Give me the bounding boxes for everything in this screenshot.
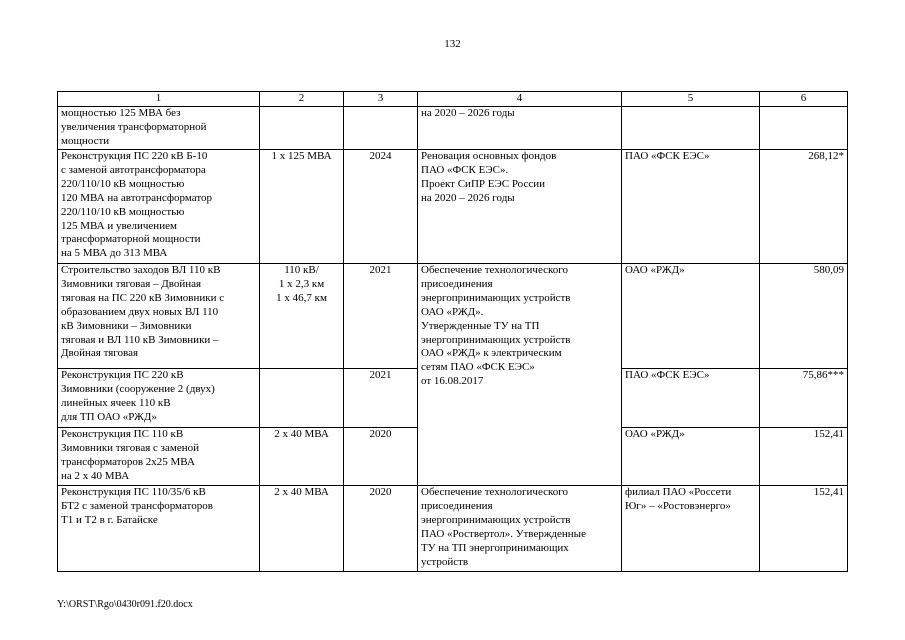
table-row	[58, 486, 848, 572]
cell-capacity: 1 х 125 МВА	[260, 150, 344, 264]
cell-cost: 580,09	[760, 264, 848, 369]
cell-organization: филиал ПАО «Россети Юг» – «Ростовэнерго»	[622, 486, 760, 572]
file-path-footer: Y:\ORST\Rgo\0430r091.f20.docx	[57, 599, 193, 610]
cell-year: 2021	[344, 369, 418, 428]
header-cell: 5	[622, 92, 760, 107]
cell-year: 2020	[344, 486, 418, 572]
cell-basis: на 2020 – 2026 годы	[418, 107, 622, 150]
header-cell: 4	[418, 92, 622, 107]
cell-object: Строительство заходов ВЛ 110 кВ Зимовники тяговая – Двойная тяговая на ПС 220 кВ Зимовники с образованием двух новых ВЛ 110 кВ Зимовники – Зимовники тяговая и ВЛ 110 кВ Зимовники – Двойная тяговая	[58, 264, 260, 369]
cell-cost: 152,41	[760, 428, 848, 486]
cell-capacity: 2 х 40 МВА	[260, 428, 344, 486]
cell-organization	[622, 107, 760, 150]
cell-organization: ПАО «ФСК ЕЭС»	[622, 150, 760, 264]
cell-year: 2020	[344, 428, 418, 486]
cell-year: 2024	[344, 150, 418, 264]
table-row	[58, 107, 848, 150]
cell-basis: Обеспечение технологического присоединения энергопринимающих устройств ПАО «Роствертол». Утвержденные ТУ на ТП энергопринимающих устройств	[418, 486, 622, 572]
investment-table	[57, 91, 848, 572]
cell-cost: 268,12*	[760, 150, 848, 264]
cell-object: Реконструкция ПС 110/35/6 кВ БТ2 с заменой трансформаторов Т1 и Т2 в г. Батайске	[58, 486, 260, 572]
cell-object: мощностью 125 МВА без увеличения трансформаторной мощности	[58, 107, 260, 150]
cell-cost: 75,86***	[760, 369, 848, 428]
cell-capacity: 110 кВ/ 1 х 2,3 км 1 х 46,7 км	[260, 264, 344, 369]
table-row	[58, 150, 848, 264]
cell-cost	[760, 107, 848, 150]
cell-basis: Обеспечение технологического присоединения энергопринимающих устройств ОАО «РЖД». Утвержденные ТУ на ТП энергопринимающих устройств ОАО «РЖД» к электрическим сетям ПАО «ФСК ЕЭС» от 16.08.2017	[418, 264, 622, 486]
cell-organization: ПАО «ФСК ЕЭС»	[622, 369, 760, 428]
page-number: 132	[444, 38, 461, 50]
header-cell: 1	[58, 92, 260, 107]
cell-organization: ОАО «РЖД»	[622, 264, 760, 369]
cell-object: Реконструкция ПС 220 кВ Б-10 с заменой автотрансформатора 220/110/10 кВ мощностью 120 МВА на автотрансформатор 220/110/10 кВ мощностью 125 МВА и увеличением трансформаторной мощности на 5 МВА до 313 МВА	[58, 150, 260, 264]
header-cell: 2	[260, 92, 344, 107]
cell-object: Реконструкция ПС 220 кВ Зимовники (сооружение 2 (двух) линейных ячеек 110 кВ для ТП ОАО «РЖД»	[58, 369, 260, 428]
header-row	[58, 92, 848, 107]
table-row	[58, 264, 848, 369]
cell-capacity	[260, 369, 344, 428]
cell-basis: Реновация основных фондов ПАО «ФСК ЕЭС». Проект СиПР ЕЭС России на 2020 – 2026 годы	[418, 150, 622, 264]
cell-year: 2021	[344, 264, 418, 369]
header-cell: 3	[344, 92, 418, 107]
cell-capacity: 2 х 40 МВА	[260, 486, 344, 572]
cell-cost: 152,41	[760, 486, 848, 572]
cell-object: Реконструкция ПС 110 кВ Зимовники тяговая с заменой трансформаторов 2х25 МВА на 2 х 40 МВА	[58, 428, 260, 486]
cell-capacity	[260, 107, 344, 150]
header-cell: 6	[760, 92, 848, 107]
cell-organization: ОАО «РЖД»	[622, 428, 760, 486]
cell-year	[344, 107, 418, 150]
